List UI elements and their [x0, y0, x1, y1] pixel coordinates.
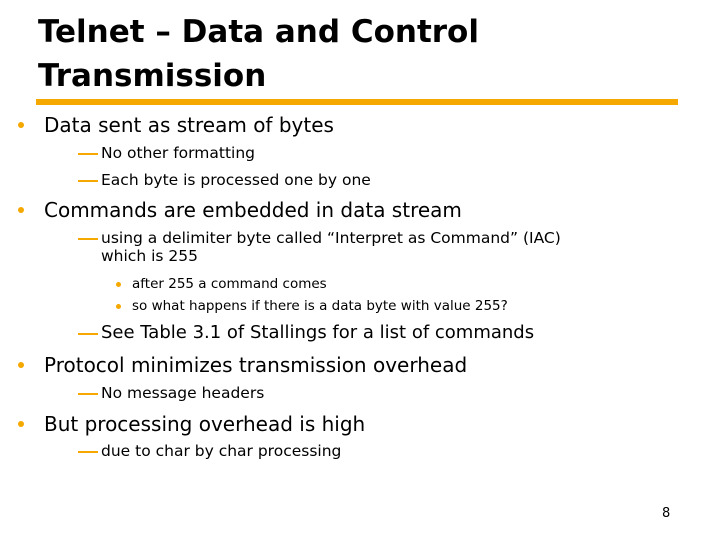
bullet-dot [18, 122, 24, 128]
dash-marker [78, 333, 98, 335]
page-number: 8 [662, 506, 671, 521]
bullet-4-text: But processing overhead is high [44, 412, 366, 436]
bullet-3-text: Protocol minimizes transmission overhead [44, 353, 468, 377]
bullet-dot [18, 362, 24, 368]
bullet-1-text: Data sent as stream of bytes [44, 113, 334, 137]
bullet-dot [116, 282, 121, 287]
bullet-3-sub-1-text: No message headers [101, 384, 265, 402]
bullet-2-sub-1-b-text: so what happens if there is a data byte with value 255? [132, 298, 508, 314]
title-underline [36, 99, 678, 105]
dash-marker [78, 180, 98, 182]
bullet-1-sub-2-text: Each byte is processed one by one [101, 171, 371, 189]
dash-marker [78, 393, 98, 395]
bullet-2-sub-1-line-2: which is 255 [101, 247, 198, 265]
dash-marker [78, 451, 98, 453]
bullet-2-sub-1-a-text: after 255 a command comes [132, 276, 327, 292]
bullet-dot [18, 421, 24, 427]
dash-marker [78, 153, 98, 155]
slide-title: Telnet – Data and Control Transmission [38, 14, 479, 94]
bullet-dot [116, 304, 121, 309]
bullet-1-sub-1-text: No other formatting [101, 144, 255, 162]
bullet-4-sub-1-text: due to char by char processing [101, 442, 342, 460]
bullet-2-sub-1-line-1: using a delimiter byte called “Interpret as Command” (IAC) [101, 229, 561, 247]
bullet-dot [18, 207, 24, 213]
dash-marker [78, 238, 98, 240]
bullet-2-text: Commands are embedded in data stream [44, 198, 462, 222]
bullet-2-sub-2-text: See Table 3.1 of Stallings for a list of commands [101, 322, 535, 343]
